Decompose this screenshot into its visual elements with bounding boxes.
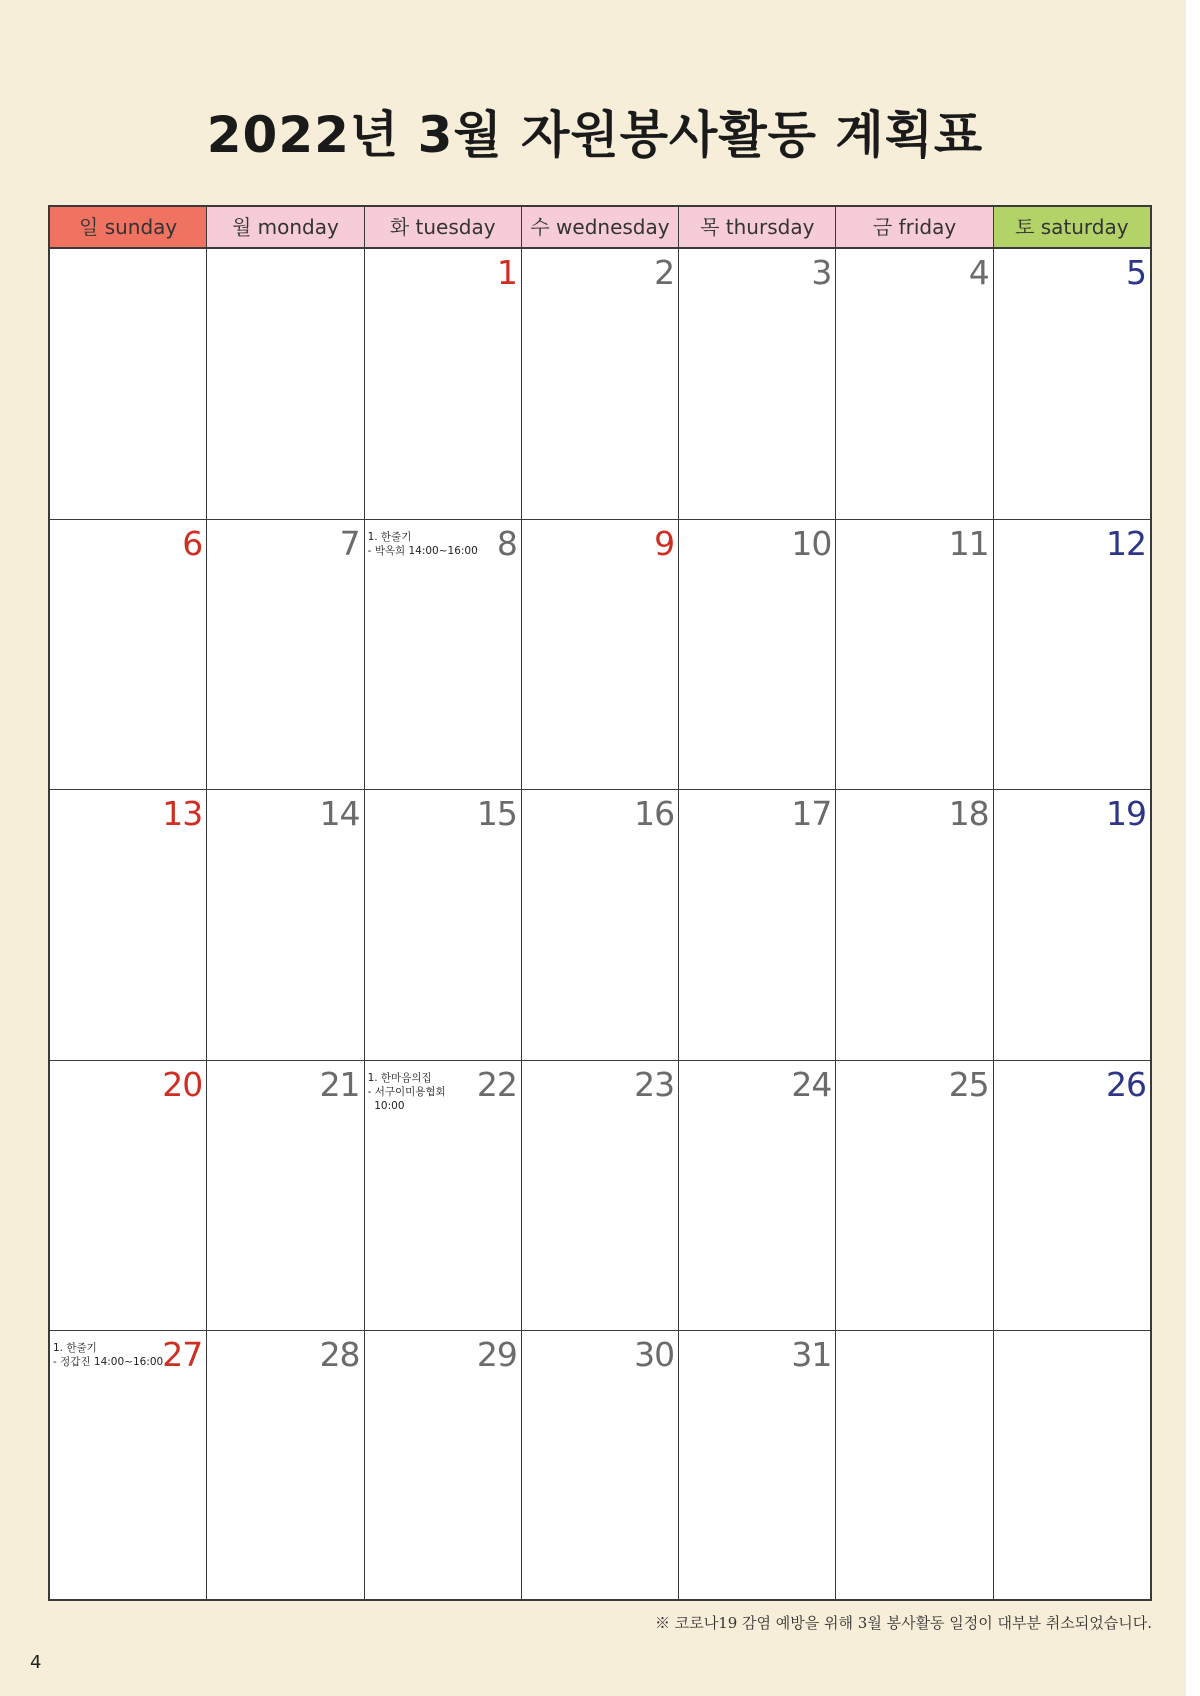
week-row: [50, 520, 1150, 791]
day-cell: [522, 520, 679, 790]
event-note: 1. 한줄기 - 정갑진 14:00~16:00: [53, 1342, 164, 1368]
day-cell: [679, 520, 836, 790]
day-number: 8: [496, 523, 517, 563]
day-cell: [522, 249, 679, 519]
day-number: 3: [811, 253, 832, 292]
day-number: 5: [1125, 253, 1146, 292]
day-number: 17: [791, 794, 832, 833]
day-cell: [836, 520, 993, 790]
day-cell: [836, 1061, 993, 1331]
day-number: 30: [634, 1335, 675, 1374]
day-number: 22: [476, 1064, 517, 1104]
day-number: 11: [948, 523, 989, 563]
header-friday: 금 friday: [836, 207, 993, 247]
day-number: 31: [791, 1335, 832, 1374]
week-row: [50, 1061, 1150, 1332]
header-thursday: 목 thursday: [679, 207, 836, 247]
day-number: 29: [476, 1335, 517, 1374]
day-cell: [207, 1061, 364, 1331]
day-cell: [207, 520, 364, 790]
day-cell: [994, 790, 1150, 1060]
day-cell: [365, 1331, 522, 1601]
day-cell: [679, 249, 836, 519]
day-cell: [994, 520, 1150, 790]
day-cell: [522, 1061, 679, 1331]
day-cell: [207, 249, 364, 519]
day-number: 13: [162, 794, 203, 833]
day-cell: [50, 249, 207, 519]
page-title: 2022년 3월 자원봉사활동 계획표: [206, 106, 984, 164]
day-number: 21: [319, 1064, 360, 1104]
day-cell: [50, 790, 207, 1060]
day-cell: [365, 1061, 522, 1331]
day-number: 9: [654, 523, 675, 563]
day-cell: [50, 1061, 207, 1331]
day-cell: [994, 249, 1150, 519]
day-cell: [836, 1331, 993, 1601]
day-cell: [207, 790, 364, 1060]
event-note: 1. 한줄기 - 박옥희 14:00~16:00: [367, 530, 478, 557]
day-cell: [365, 790, 522, 1060]
week-row: [50, 249, 1150, 520]
day-cell: [365, 520, 522, 790]
day-number: 4: [968, 253, 989, 292]
day-cell: [679, 790, 836, 1060]
cancellation-note: ※ 코로나19 감염 예방을 위해 3월 봉사활동 일정이 대부분 취소되었습니다.: [654, 1614, 1152, 1632]
day-number: 2: [654, 253, 675, 292]
day-cell: [207, 1331, 364, 1601]
weekday-header-row: [50, 207, 1150, 249]
week-row: [50, 1331, 1150, 1601]
day-cell: [50, 1331, 207, 1601]
day-cell: [836, 790, 993, 1060]
day-number: 18: [948, 794, 989, 833]
day-number: 19: [1105, 794, 1146, 833]
header-monday: 월 monday: [207, 207, 364, 247]
event-note: 1. 한마음의집 - 서구이미용협회 10:00: [367, 1071, 446, 1112]
weeks-container: [50, 249, 1150, 1601]
day-number: 1: [496, 253, 517, 292]
day-cell: [994, 1331, 1150, 1601]
day-cell: [522, 1331, 679, 1601]
day-number: 14: [319, 794, 360, 833]
header-sunday: 일 sunday: [50, 207, 207, 247]
day-number: 25: [948, 1064, 989, 1104]
day-number: 26: [1105, 1064, 1146, 1104]
day-cell: [365, 249, 522, 519]
day-number: 15: [476, 794, 517, 833]
calendar-grid: [48, 205, 1152, 1601]
day-cell: [994, 1061, 1150, 1331]
day-number: 12: [1105, 523, 1146, 563]
day-number: 28: [319, 1335, 360, 1374]
day-cell: [522, 790, 679, 1060]
day-cell: [50, 520, 207, 790]
day-number: 24: [791, 1064, 832, 1104]
week-row: [50, 790, 1150, 1061]
header-saturday: 토 saturday: [994, 207, 1150, 247]
header-wednesday: 수 wednesday: [522, 207, 679, 247]
day-cell: [679, 1331, 836, 1601]
day-number: 20: [162, 1064, 203, 1104]
page-edge-strip: [1186, 0, 1200, 1696]
day-number: 7: [339, 523, 360, 563]
day-number: 10: [791, 523, 832, 563]
page-number: 4: [30, 1652, 42, 1673]
day-number: 6: [182, 523, 203, 563]
day-cell: [836, 249, 993, 519]
day-number: 23: [634, 1064, 675, 1104]
day-cell: [679, 1061, 836, 1331]
day-number: 27: [162, 1335, 203, 1374]
header-tuesday: 화 tuesday: [365, 207, 522, 247]
day-number: 16: [634, 794, 675, 833]
